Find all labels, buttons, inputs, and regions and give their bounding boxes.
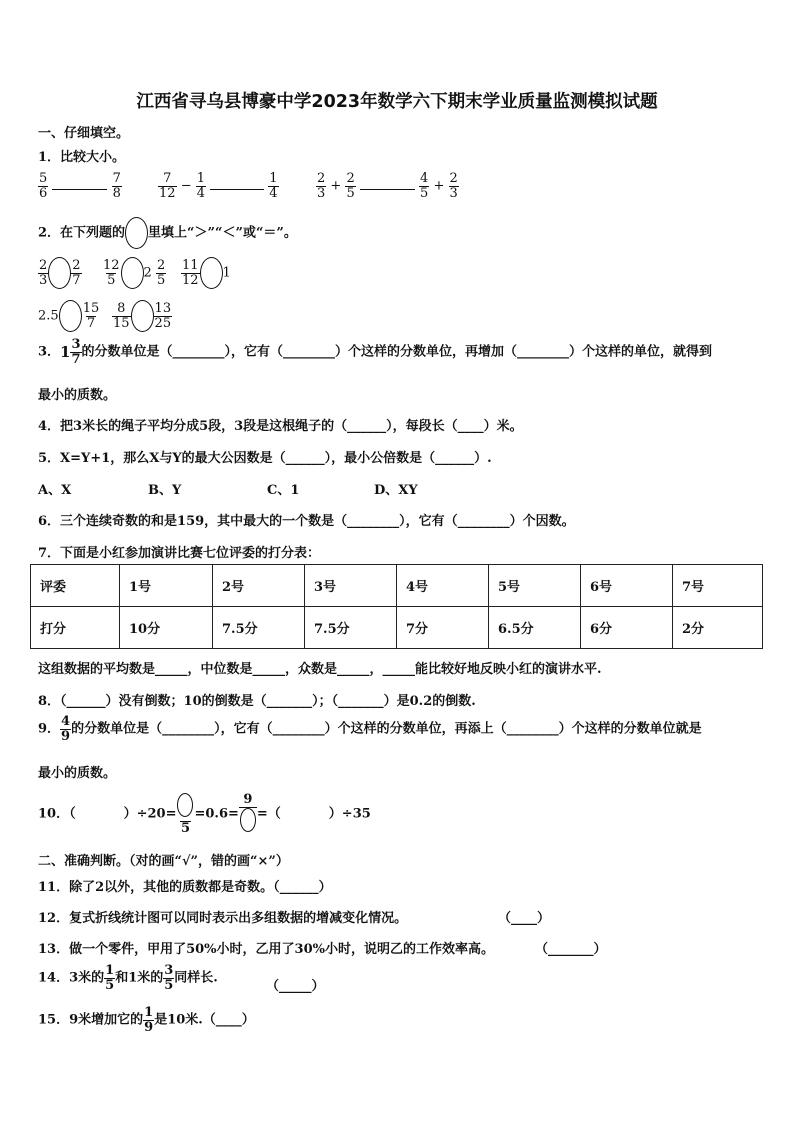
q14: 14．3米的 $\frac{1}{5}$ 和1米的 $\frac{3}{5}$ 同样长.	[38, 963, 218, 993]
q1-a: $\frac{5}{6}$ $\frac{7}{8}$	[39, 171, 121, 201]
table-cell: 评委	[31, 565, 120, 607]
blank-paren-icon	[240, 808, 256, 832]
q2-row1-item1: $\frac{2}{3}$ $\frac{2}{7}$	[39, 257, 81, 288]
page-title: 江西省寻乌县博豪中学2023年数学六下期末学业质量监测模拟试题	[136, 92, 658, 112]
q15: 15．9米增加它的 $\frac{1}{9}$ 是10米.（____）	[38, 1005, 255, 1035]
table-cell: 1号	[120, 565, 213, 607]
table-cell: 2号	[213, 565, 305, 607]
q5-option-b[interactable]: B、Y	[148, 483, 182, 498]
table-cell: 3号	[305, 565, 397, 607]
table-row	[31, 565, 763, 607]
q1-c: $\frac{2}{3}$ + $\frac{2}{5}$ $\frac{4}{5}$ + $\frac{2}{3}$	[317, 171, 458, 201]
q2-label: 2．在下列题的 里填上“＞”“＜”或“＝”。	[38, 217, 297, 249]
score-table	[30, 564, 763, 649]
table-cell: 6分	[581, 607, 673, 649]
q4: 4．把3米长的绳子平均分成5段，3段是这根绳子的（______），每段长（____）米。	[38, 419, 523, 434]
table-cell: 5号	[489, 565, 581, 607]
table-cell: 打分	[31, 607, 120, 649]
q10: 10．（ ）÷20= 5 =0.6= 9 =（ ）÷35	[38, 792, 371, 836]
answer-oval[interactable]	[59, 300, 82, 332]
q2-row1-item3: $\frac{11}{12}$ 1	[182, 257, 231, 288]
q1-label: 1．比较大小。	[38, 150, 126, 165]
q6: 6．三个连续奇数的和是159，其中最大的一个数是（________），它有（________）个因数。	[38, 514, 575, 529]
table-row	[31, 607, 763, 649]
q12: 12．复式折线统计图可以同时表示出多组数据的增减变化情况。	[38, 911, 408, 926]
q13: 13．做一个零件，甲用了50%小时，乙用了30%小时，说明乙的工作效率高。	[38, 942, 494, 957]
table-cell: 6号	[581, 565, 673, 607]
q7-after: 这组数据的平均数是_____，中位数是_____，众数是_____，_____能比较好地反映小红的演讲水平.	[38, 662, 602, 677]
q2-row1-item2: $\frac{12}{5}$ 2 $\frac{2}{5}$	[103, 257, 166, 288]
table-cell: 6.5分	[489, 607, 581, 649]
section-1-heading: 一、仔细填空。	[38, 126, 130, 141]
table-cell: 10分	[120, 607, 213, 649]
table-cell: 7.5分	[305, 607, 397, 649]
q3-line1: 3．1 $\frac{3}{7}$ 的分数单位是（________），它有（________）个这样的分数单位，再增加（________）个这样的单位，就得到	[38, 337, 713, 367]
oval-icon	[125, 217, 148, 249]
q8: 8．（______）没有倒数；10的倒数是（_______）；（_______）是0.2的倒数.	[38, 694, 476, 709]
q9-line2: 最小的质数。	[38, 766, 117, 781]
q5-option-c[interactable]: C、1	[267, 483, 300, 498]
q1-b: $\frac{7}{12}$ − $\frac{1}{4}$ $\frac{1}{4}$	[159, 171, 278, 201]
q5: 5．X=Y+1，那么X与Y的最大公因数是（______），最小公倍数是（______）.	[38, 451, 492, 466]
q3-line2: 最小的质数。	[38, 388, 117, 403]
q14-answer[interactable]: （_____）	[266, 979, 325, 994]
table-cell: 4号	[397, 565, 489, 607]
q5-option-a[interactable]: A、X	[38, 483, 72, 498]
q11: 11．除了2以外，其他的质数都是奇数。（______）	[38, 880, 332, 895]
q12-answer[interactable]: （____）	[498, 911, 551, 926]
table-cell: 7分	[397, 607, 489, 649]
q9-line1: 9． $\frac{4}{9}$ 的分数单位是（________），它有（________）个这样的分数单位，再添上（________）个这样的分数单位就是	[38, 714, 702, 744]
q2-row2-item2: $\frac{8}{15}$ $\frac{13}{25}$	[113, 300, 172, 331]
q7-label: 7．下面是小红参加演讲比赛七位评委的打分表：	[38, 546, 321, 561]
table-cell: 7.5分	[213, 607, 305, 649]
q2-row2-item1: 2.5 $\frac{15}{7}$	[38, 300, 100, 331]
table-cell: 2分	[673, 607, 763, 649]
table-cell: 7号	[673, 565, 763, 607]
blank-paren-icon	[177, 793, 193, 817]
section-2-heading: 二、准确判断。（对的画“√”，错的画“×”）	[38, 854, 289, 869]
q5-option-d[interactable]: D、XY	[374, 483, 418, 498]
answer-oval[interactable]	[48, 257, 71, 289]
answer-oval[interactable]	[131, 300, 154, 332]
answer-oval[interactable]	[121, 257, 144, 289]
answer-oval[interactable]	[200, 257, 223, 289]
q13-answer[interactable]: （_______）	[535, 942, 607, 957]
